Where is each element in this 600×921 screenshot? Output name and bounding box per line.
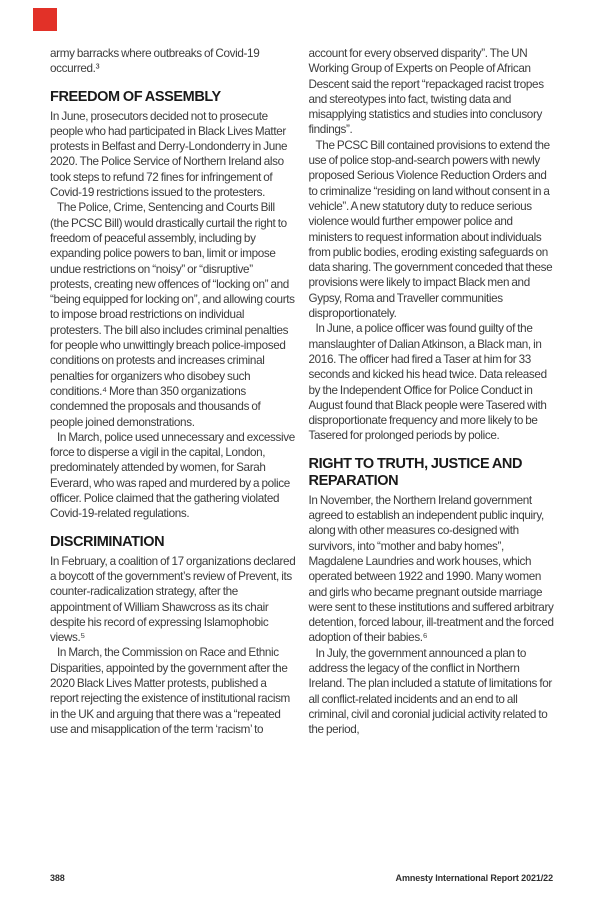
page-number: 388: [50, 873, 65, 883]
report-title: Amnesty International Report 2021/22: [395, 873, 553, 883]
paragraph-truth-1: In November, the Northern Ireland government agreed to establish an independent public inquiry, along with other measures co-designed with survivors, into “mother and baby homes”, Magdalene Laundries and work houses, which operated between 1922 and 1990. Many women and girls who became pregnant outside marriage were sent to these institutions and suffered arbitrary detention, forced labour, ill-treatment and the forced adoption of their babies.⁶: [308, 493, 554, 645]
page-footer: [50, 873, 553, 883]
continuation-paragraph: army barracks where outbreaks of Covid-19 occurred.³: [50, 47, 260, 76]
paragraph-truth-2: In July, the government announced a plan to address the legacy of the conflict in Northern Ireland. The plan included a statute of limitations for all conflict-related incidents and an end to all criminal, civil and coronial judicial activity related to the period,: [308, 646, 552, 737]
paragraph-discrimination-2: In March, the Commission on Race and Ethnic Disparities, appointed by the government after the 2020 Black Lives Matter protests, published a report rejecting the existence of institutional racism in the UK and arguing that there was a “repeated use and misapplication of the term ‘racism’ to: [50, 646, 290, 736]
paragraph-discrimination-1: In February, a coalition of 17 organizations declared a boycott of the government’s review of Prevent, its counter-radicalization strategy, after the appointment of William Shawcross as its chair despite his record of expressing Islamophobic views.⁵: [50, 554, 296, 645]
paragraph-assembly-1: In June, prosecutors decided not to prosecute people who had participated in Black Lives Matter protests in Belfast and Derry-Londonderry in June 2020. The Police Service of Northern Ireland also took steps to refund 72 fines for infringement of Covid-19 restrictions issued to the protesters.: [50, 109, 288, 200]
paragraph-pcsc: The PCSC Bill contained provisions to extend the use of police stop-and-search powers with newly proposed Serious Violence Reduction Orders and to criminalize “residing on land without consent in a vehicle”. A new statutory duty to reduce serious violence would further empower police and ministers to request information about individuals from public bodies, eroding existing safeguards on data sharing. The government conceded that these provisions were likely to impact Black men and Gypsy, Roma and Traveller communities disproportionately.: [308, 138, 553, 321]
page-content: [50, 46, 554, 737]
page-corner-tab: [33, 8, 57, 31]
heading-freedom-of-assembly: FREEDOM OF ASSEMBLY: [50, 88, 221, 105]
right-column: [309, 46, 555, 737]
heading-discrimination: DISCRIMINATION: [50, 533, 165, 550]
continuation-paragraph: account for every observed disparity”. The UN Working Group of Experts on People of African Descent said the report “repackaged racist tropes and stereotypes into fact, twisting data and misapplying statistics and studies into conclusory findings”.: [308, 47, 544, 137]
heading-right-to-truth: RIGHT TO TRUTH, JUSTICE AND REPARATION: [308, 455, 523, 489]
paragraph-taser: In June, a police officer was found guilty of the manslaughter of Dalian Atkinson, a Black man, in 2016. The officer had fired a Taser at him for 33 seconds and kicked his head twice. Data released by the Independent Office for Police Conduct in August found that Black people were Tasered with disproportionate frequency and more likely to be Tasered for prolonged periods by police.: [308, 322, 547, 443]
paragraph-assembly-2: The Police, Crime, Sentencing and Courts Bill (the PCSC Bill) would drastically curtail the right to freedom of peaceful assembly, including by expanding police powers to ban, limit or impose undue restrictions on “noisy” or “disruptive” protests, creating new offences of “locking on” and “being equipped for locking on”, and allowing courts to impose broad restrictions on individual protesters. The bill also includes criminal penalties for people who unwittingly breach police-imposed conditions on protests and increases criminal penalties for organizers who disobey such conditions.⁴ More than 350 organizations condemned the proposals and thousands of people joined demonstrations.: [50, 201, 295, 429]
paragraph-assembly-3: In March, police used unnecessary and excessive force to disperse a vigil in the capital, London, predominately attended by women, for Sarah Everard, who was raped and murdered by a police officer. Police claimed that the gathering violated Covid-19-related regulations.: [50, 430, 295, 521]
left-column: [50, 46, 296, 737]
